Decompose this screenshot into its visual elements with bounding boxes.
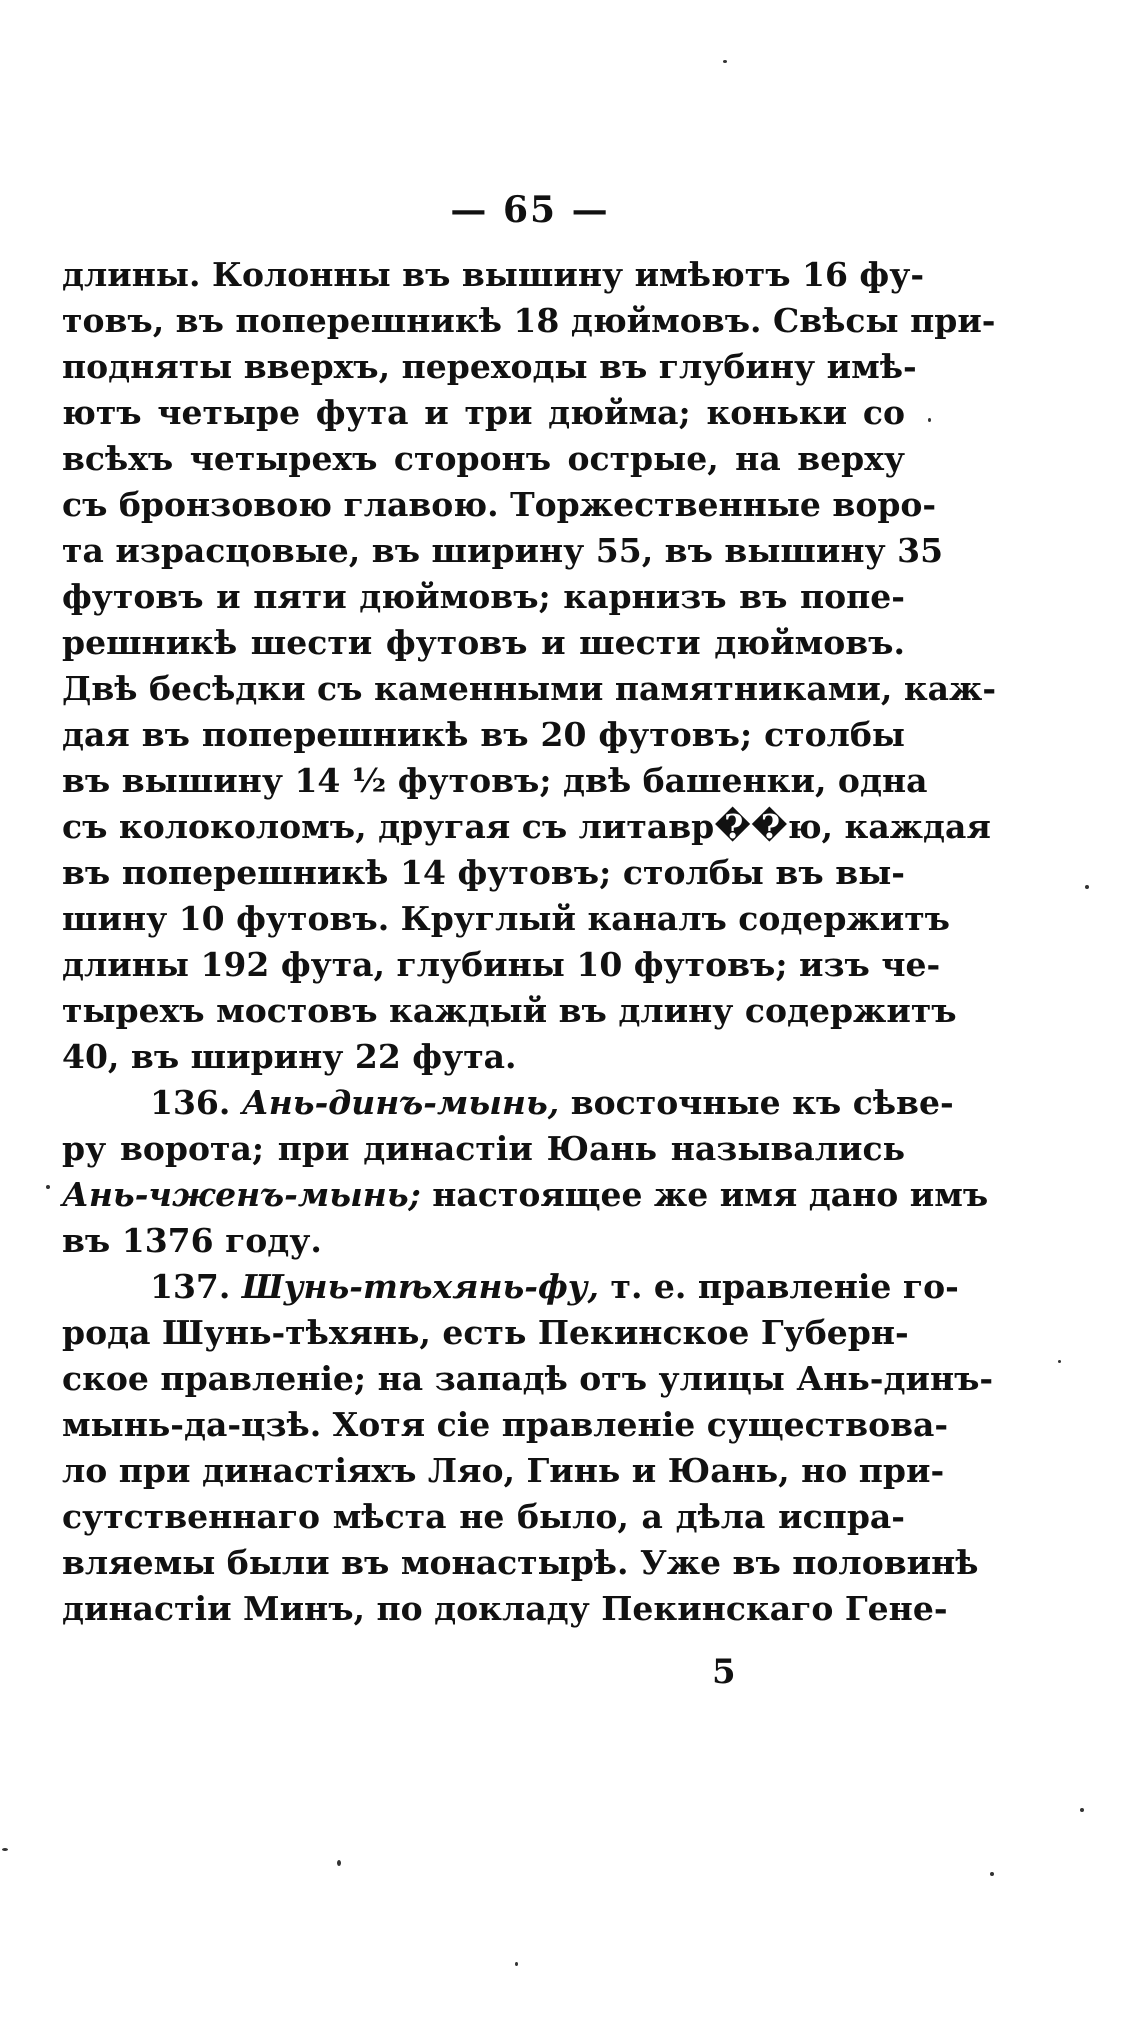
paragraph-136-first-line [62, 1080, 954, 1126]
text-line: длины 192 фута, глубины 10 футовъ; изъ че- [62, 945, 941, 984]
text-line: ское правленіе; на западѣ отъ улицы Ань-динъ- [62, 1359, 994, 1398]
text-fragment: настоящее же имя дано имъ [432, 1175, 989, 1214]
text-line: Двѣ бесѣдки съ каменными памятниками, каж- [62, 669, 997, 708]
text-line: сутственнаго мѣста не было, а дѣла испра- [62, 1497, 905, 1536]
body-text [62, 252, 997, 1632]
text-line: шину 10 футовъ. Круглый каналъ содержитъ [62, 899, 950, 938]
text-line: товъ, въ поперешникѣ 18 дюймовъ. Свѣсы при- [62, 301, 996, 340]
text-line: та израсцовые, въ ширину 55, въ вышину 35 [62, 531, 944, 570]
text-line: рода Шунь-тѣхянь, есть Пекинское Губерн- [62, 1313, 909, 1352]
paper-speck [928, 418, 931, 422]
text-fragment: т. е. правленіе го- [610, 1267, 959, 1306]
text-line: тырехъ мостовъ каждый въ длину содержитъ [62, 991, 957, 1030]
place-name: Ань-динъ-мынь, [241, 1083, 560, 1122]
text-line: футовъ и пяти дюймовъ; карнизъ въ попе- [62, 577, 905, 616]
text-line: вляемы были въ монастырѣ. Уже въ половинѣ [62, 1543, 979, 1582]
text-line: въ 1376 году. [62, 1221, 322, 1260]
paper-speck [515, 1962, 518, 1966]
text-line: съ бронзовою главою. Торжественные воро- [62, 485, 937, 524]
place-name: Шунь-тѣхянь-фу, [241, 1267, 599, 1306]
paragraph-137-first-line [62, 1264, 959, 1310]
paper-speck [1085, 885, 1089, 889]
paragraph-number: 136. [150, 1083, 231, 1122]
paper-speck [1058, 1360, 1061, 1363]
text-line: решникѣ шести футовъ и шести дюймовъ. [62, 623, 905, 662]
text-line: подняты вверхъ, переходы въ глубину имѣ- [62, 347, 917, 386]
signature-mark: 5 [712, 1652, 736, 1692]
text-line: длины. Колонны въ вышину имѣютъ 16 фу- [62, 255, 925, 294]
paper-speck [723, 60, 727, 63]
text-line: династіи Минъ, по докладу Пекинскаго Гене- [62, 1589, 948, 1628]
text-line: всѣхъ четырехъ сторонъ острые, на верху [62, 439, 905, 478]
text-line: мынь-да-цзѣ. Хотя сіе правленіе существова- [62, 1405, 949, 1444]
text-line: ло при династіяхъ Ляо, Гинь и Юань, но при- [62, 1451, 945, 1490]
paper-speck [337, 1860, 341, 1866]
paper-speck [2, 1848, 8, 1851]
text-line: съ колоколомъ, другая съ литавр��ю, каждая [62, 807, 991, 846]
paper-speck [46, 1185, 50, 1189]
text-line: ру ворота; при династіи Юань назывались [62, 1129, 905, 1168]
text-line: ютъ четыре фута и три дюйма; коньки со [62, 393, 905, 432]
page-number: — 65 — [450, 189, 610, 231]
paragraph-number: 137. [150, 1267, 231, 1306]
text-fragment: восточные къ сѣве- [570, 1083, 954, 1122]
text-line: 40, въ ширину 22 фута. [62, 1037, 517, 1076]
place-name: Ань-чженъ-мынь; [62, 1175, 421, 1214]
text-line: въ вышину 14 ½ футовъ; двѣ башенки, одна [62, 761, 928, 800]
paragraph-136-third-line [62, 1172, 989, 1218]
paper-speck [1080, 1808, 1084, 1812]
paper-speck [990, 1872, 994, 1876]
text-line: въ поперешникѣ 14 футовъ; столбы въ вы- [62, 853, 905, 892]
text-line: дая въ поперешникѣ въ 20 футовъ; столбы [62, 715, 905, 754]
